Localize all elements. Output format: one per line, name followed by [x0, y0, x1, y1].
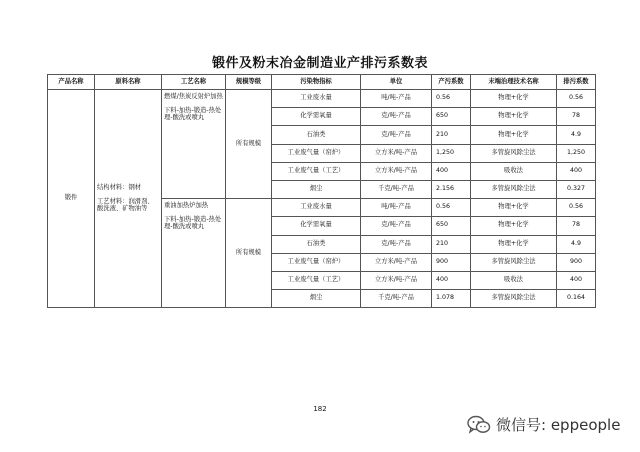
- treatment-tech-cell: 吸收法: [471, 162, 557, 180]
- treatment-tech-cell: 物理+化学: [471, 235, 557, 253]
- process-cell: [162, 199, 226, 308]
- header-raw-material: 原料名称: [95, 75, 162, 90]
- unit-cell: 吨/吨-产品: [361, 90, 432, 108]
- scale-cell: 所有规模: [226, 90, 272, 199]
- discharge-coefficient-cell: 400: [557, 271, 596, 289]
- produce-coefficient-cell: 1,250: [432, 144, 471, 162]
- product-cell: 锻件: [48, 90, 95, 308]
- raw-material-process: 工艺材料：润滑剂、酸洗液、矿物油等: [97, 197, 154, 212]
- produce-coefficient-cell: 400: [432, 162, 471, 180]
- table-header-row: [48, 75, 596, 90]
- discharge-coefficient-cell: 4.9: [557, 126, 596, 144]
- pollutant-cell: 工业废水量: [272, 90, 361, 108]
- discharge-coefficient-cell: 0.164: [557, 290, 596, 308]
- discharge-coefficient-cell: 0.56: [557, 90, 596, 108]
- header-process: 工艺名称: [162, 75, 226, 90]
- treatment-tech-cell: 物理+化学: [471, 90, 557, 108]
- produce-coefficient-cell: 650: [432, 108, 471, 126]
- discharge-coefficient-cell: 4.9: [557, 235, 596, 253]
- discharge-coefficient-cell: 400: [557, 162, 596, 180]
- emission-coefficient-table: [47, 74, 596, 308]
- discharge-coefficient-cell: 78: [557, 108, 596, 126]
- header-discharge-coefficient: 排污系数: [557, 75, 596, 90]
- produce-coefficient-cell: 400: [432, 271, 471, 289]
- document-title: 锻件及粉末冶金制造业产排污系数表: [211, 56, 428, 71]
- produce-coefficient-cell: 210: [432, 235, 471, 253]
- unit-cell: 立方米/吨-产品: [361, 162, 432, 180]
- pollutant-cell: 工业废气量（工艺）: [272, 271, 361, 289]
- wechat-id-text: 微信号: eppeople: [496, 416, 621, 434]
- pollutant-cell: 烟尘: [272, 290, 361, 308]
- unit-cell: 克/吨-产品: [361, 108, 432, 126]
- treatment-tech-cell: 物理+化学: [471, 126, 557, 144]
- pollutant-cell: 工业废气量（工艺）: [272, 162, 361, 180]
- scale-cell: 所有规模: [226, 199, 272, 308]
- produce-coefficient-cell: 0.56: [432, 199, 471, 217]
- raw-material-cell: [95, 90, 162, 308]
- discharge-coefficient-cell: 1,250: [557, 144, 596, 162]
- produce-coefficient-cell: 1.078: [432, 290, 471, 308]
- process-heating: 燃煤/焦炭反射炉加热: [164, 93, 223, 100]
- header-treatment-tech: 末端治理技术名称: [471, 75, 557, 90]
- discharge-coefficient-cell: 900: [557, 253, 596, 271]
- table-row: [48, 90, 596, 108]
- pollutant-cell: 工业废水量: [272, 199, 361, 217]
- produce-coefficient-cell: 0.56: [432, 90, 471, 108]
- header-unit: 单位: [361, 75, 432, 90]
- discharge-coefficient-cell: 78: [557, 217, 596, 235]
- header-product: 产品名称: [48, 75, 95, 90]
- unit-cell: 吨/吨-产品: [361, 199, 432, 217]
- discharge-coefficient-cell: 0.56: [557, 199, 596, 217]
- unit-cell: 立方米/吨-产品: [361, 271, 432, 289]
- process-cell: [162, 90, 226, 199]
- treatment-tech-cell: 多管旋风除尘法: [471, 180, 557, 198]
- page-number: 182: [313, 405, 327, 413]
- discharge-coefficient-cell: 0.327: [557, 180, 596, 198]
- process-heating: 重油加热炉加热: [164, 202, 209, 210]
- unit-cell: 克/吨-产品: [361, 217, 432, 235]
- treatment-tech-cell: 吸收法: [471, 271, 557, 289]
- treatment-tech-cell: 多管旋风除尘法: [471, 290, 557, 308]
- produce-coefficient-cell: 900: [432, 253, 471, 271]
- pollutant-cell: 化学需氧量: [272, 217, 361, 235]
- header-produce-coefficient: 产污系数: [432, 75, 471, 90]
- unit-cell: 克/吨-产品: [361, 126, 432, 144]
- treatment-tech-cell: 物理+化学: [471, 199, 557, 217]
- unit-cell: 立方米/吨-产品: [361, 144, 432, 162]
- treatment-tech-cell: 多管旋风除尘法: [471, 144, 557, 162]
- header-scale: 规模等级: [226, 75, 272, 90]
- pollutant-cell: 石油类: [272, 126, 361, 144]
- treatment-tech-cell: 多管旋风除尘法: [471, 253, 557, 271]
- raw-material-structural: 结构材料：钢材: [97, 183, 142, 191]
- process-steps: 下料-加热-锻造-热处理-酸洗或喷丸: [164, 216, 222, 230]
- unit-cell: 千克/吨-产品: [361, 290, 432, 308]
- unit-cell: 立方米/吨-产品: [361, 253, 432, 271]
- produce-coefficient-cell: 650: [432, 217, 471, 235]
- pollutant-cell: 工业废气量（窑炉）: [272, 144, 361, 162]
- produce-coefficient-cell: 2.156: [432, 180, 471, 198]
- pollutant-cell: 化学需氧量: [272, 108, 361, 126]
- pollutant-cell: 石油类: [272, 235, 361, 253]
- pollutant-cell: 烟尘: [272, 180, 361, 198]
- unit-cell: 克/吨-产品: [361, 235, 432, 253]
- treatment-tech-cell: 物理+化学: [471, 217, 557, 235]
- treatment-tech-cell: 物理+化学: [471, 108, 557, 126]
- wechat-icon: [467, 415, 491, 435]
- unit-cell: 千克/吨-产品: [361, 180, 432, 198]
- process-steps: 下料-加热-锻造-热处理-酸洗或喷丸: [164, 106, 222, 121]
- wechat-watermark: [467, 414, 620, 435]
- header-pollutant: 污染物指标: [272, 75, 361, 90]
- produce-coefficient-cell: 210: [432, 126, 471, 144]
- pollutant-cell: 工业废气量（窑炉）: [272, 253, 361, 271]
